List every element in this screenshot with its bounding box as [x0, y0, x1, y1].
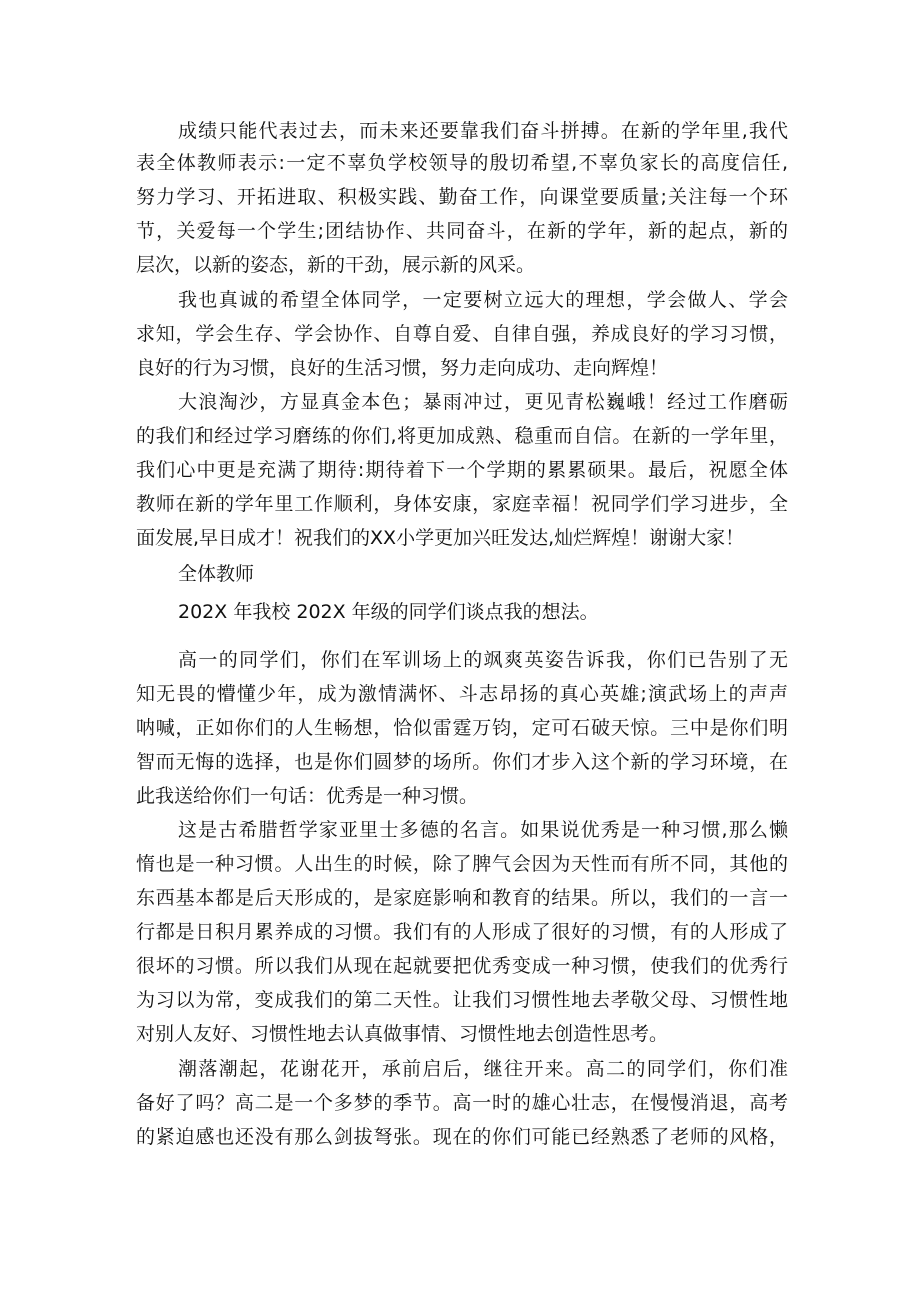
paragraph-line: 惰也是一种习惯。人出生的时候，除了脾气会因为天性而有所不同，其他的: [136, 853, 788, 875]
paragraph-line: 表全体教师表示:一定不辜负学校领导的殷切希望,不辜负家长的高度信任,: [136, 152, 788, 174]
paragraph-line: 努力学习、开拓进取、积极实践、勤奋工作，向课堂要质量;关注每一个环: [136, 186, 788, 208]
paragraph-line: 教师在新的学年里工作顺利，身体安康，家庭幸福！祝同学们学习进步，全: [136, 493, 788, 515]
paragraph-line: 我也真诚的希望全体同学，一定要树立远大的理想，学会做人、学会: [178, 289, 788, 311]
section-heading: 202X 年我校 202X 年级的同学们谈点我的想法。: [178, 601, 599, 623]
paragraph-line: 为习以为常，变成我们的第二天性。让我们习惯性地去孝敬父母、习惯性地: [136, 989, 788, 1011]
paragraph-line: 行都是日积月累养成的习惯。我们有的人形成了很好的习惯，有的人形成了: [136, 921, 788, 943]
paragraph-line: 求知，学会生存、学会协作、自尊自爱、自律自强，养成良好的学习习惯，: [136, 323, 788, 345]
paragraph-line: 潮落潮起，花谢花开，承前启后，继往开来。高二的同学们，你们准: [178, 1058, 788, 1080]
paragraph-line: 备好了吗？高二是一个多梦的季节。高一时的雄心壮志，在慢慢消退，高考: [136, 1092, 788, 1114]
paragraph-line: 呐喊，正如你们的人生畅想，恰似雷霆万钧，定可石破天惊。三中是你们明: [136, 717, 788, 739]
paragraph-line: 知无畏的懵懂少年，成为激情满怀、斗志昂扬的真心英雄;演武场上的声声: [136, 683, 788, 705]
paragraph-line: 对别人友好、习惯性地去认真做事情、习惯性地去创造性思考。: [136, 1023, 669, 1045]
paragraph-line: 面发展,早日成才！祝我们的XX小学更加兴旺发达,灿烂辉煌！谢谢大家！: [136, 527, 745, 549]
paragraph-line: 良好的行为习惯，良好的生活习惯，努力走向成功、走向辉煌！: [136, 357, 669, 379]
paragraph-line: 成绩只能代表过去，而未来还要靠我们奋斗拼搏。在新的学年里,我代: [178, 120, 788, 142]
paragraph-line: 智而无悔的选择，也是你们圆梦的场所。你们才步入这个新的学习环境，在: [136, 751, 788, 773]
paragraph-line: 层次，以新的姿态，新的干劲，展示新的风采。: [136, 254, 536, 276]
paragraph-line: 的我们和经过学习磨练的你们,将更加成熟、稳重而自信。在新的一学年里，: [136, 425, 788, 447]
paragraph-line: 很坏的习惯。所以我们从现在起就要把优秀变成一种习惯，使我们的优秀行: [136, 955, 788, 977]
paragraph-line: 我们心中更是充满了期待:期待着下一个学期的累累硕果。最后，祝愿全体: [136, 459, 788, 481]
signature-line: 全体教师: [178, 563, 255, 585]
paragraph-line: 这是古希腊哲学家亚里士多德的名言。如果说优秀是一种习惯,那么懒: [178, 819, 788, 841]
paragraph-line: 高一的同学们，你们在军训场上的飒爽英姿告诉我，你们已告别了无: [178, 649, 788, 671]
paragraph-line: 大浪淘沙，方显真金本色；暴雨冲过，更见青松巍峨！经过工作磨砺: [178, 391, 788, 413]
paragraph-line: 的紧迫感也还没有那么剑拔弩张。现在的你们可能已经熟悉了老师的风格，: [136, 1126, 788, 1148]
paragraph-line: 此我送给你们一句话：优秀是一种习惯。: [136, 785, 479, 807]
paragraph-line: 东西基本都是后天形成的，是家庭影响和教育的结果。所以，我们的一言一: [136, 887, 788, 909]
paragraph-line: 节，关爱每一个学生;团结协作、共同奋斗，在新的学年，新的起点，新的: [136, 220, 788, 242]
